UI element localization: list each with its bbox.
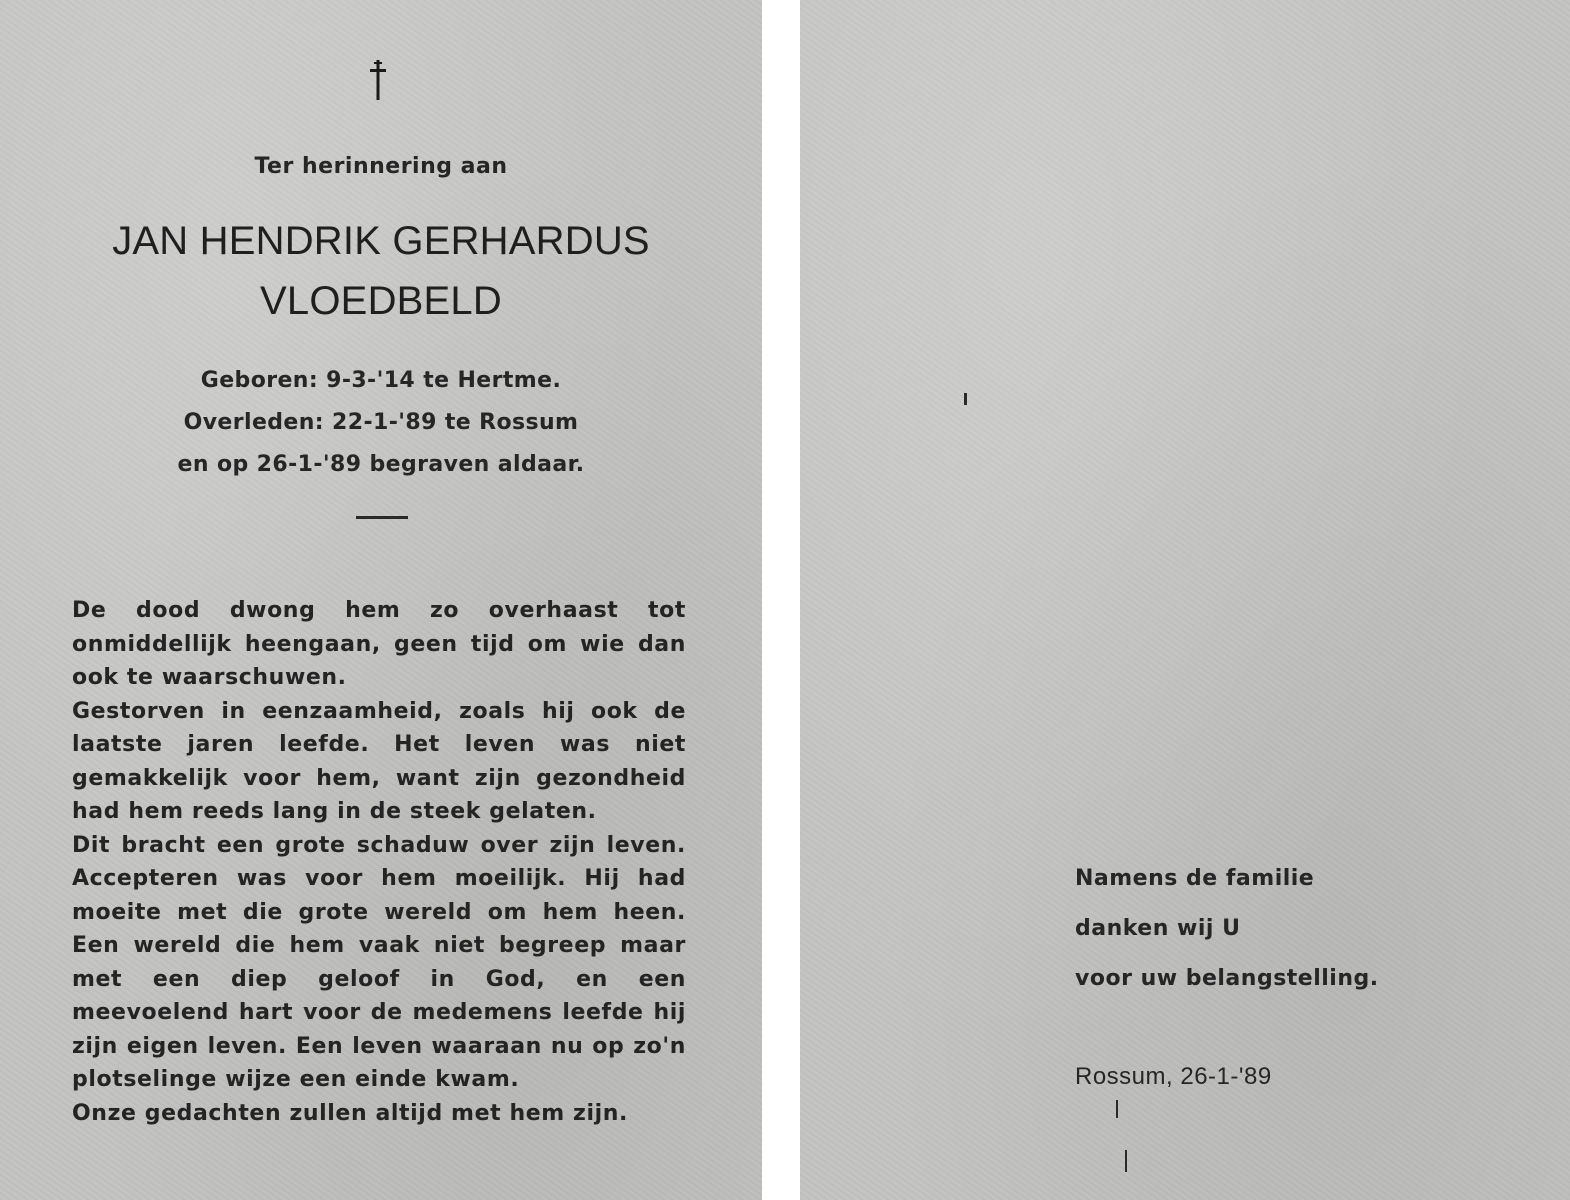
memorial-card-back: [800, 0, 1570, 1200]
deceased-name-line1: JAN HENDRIK GERHARDUS: [112, 219, 650, 263]
print-speck: [964, 393, 967, 405]
thanks-line3: voor uw belangstelling.: [1075, 966, 1379, 991]
print-speck: [1116, 1100, 1118, 1118]
birth-date: Geboren: 9-3-'14 te Hertme.: [200, 368, 562, 393]
print-speck: [1125, 1150, 1127, 1172]
death-date: Overleden: 22-1-'89 te Rossum: [183, 410, 579, 435]
memorial-card-front: [0, 0, 762, 1200]
deceased-name-line2: VLOEDBELD: [260, 279, 502, 323]
thanks-line2: danken wij U: [1075, 916, 1241, 941]
divider-line: [356, 516, 408, 519]
memorial-text: [72, 594, 686, 1130]
memorial-paragraph: Dit bracht een grote schaduw over zijn leven. Accepteren was voor hem moeilijk. Hij had moeite met die grote wereld om hem heen. Een wereld die hem vaak niet begreep maar met een diep geloof in God, en een meevoelend hart voor de medemens leefde hij zijn eigen leven. Een leven waaraan nu op zo'n plotselinge wijze een einde kwam.: [72, 832, 686, 1092]
memorial-paragraph: De dood dwong hem zo overhaast tot onmiddellijk heengaan, geen tijd om wie dan ook te waarschuwen.: [72, 598, 686, 690]
burial-date: en op 26-1-'89 begraven aldaar.: [177, 452, 585, 477]
memorial-paragraph: Gestorven in eenzaamheid, zoals hij ook de laatste jaren leefde. Het leven was niet gemakkelijk voor hem, want zijn gezondheid had hem reeds lang in de steek gelaten.: [72, 698, 686, 824]
cross-icon: [367, 58, 389, 102]
thanks-line1: Namens de familie: [1075, 866, 1315, 891]
memorial-paragraph: Onze gedachten zullen altijd met hem zijn.: [72, 1100, 628, 1126]
place-date: Rossum, 26-1-'89: [1075, 1063, 1272, 1090]
memorial-heading: Ter herinnering aan: [254, 154, 508, 179]
